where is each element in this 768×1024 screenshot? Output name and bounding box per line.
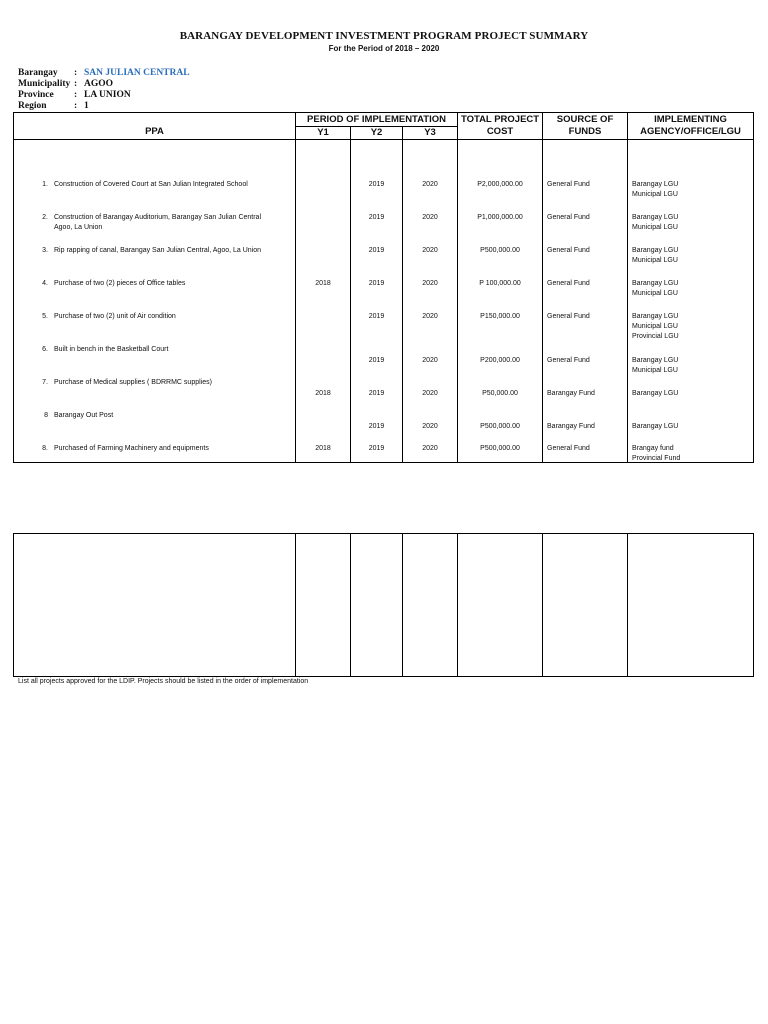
y2-value: 2019 [368,357,385,364]
y2-value: 2019 [368,390,385,397]
municipality-row: Municipality : AGOO [18,79,114,89]
ppa-item: 5. Purchase of two (2) unit of Air condition [42,313,176,320]
y3-header: Y3 [403,127,458,140]
blank-cell [351,534,403,677]
barangay-value: SAN JULIAN CENTRAL [84,68,190,78]
source-value: Barangay Fund [547,423,595,430]
province-row: Province : LA UNION [18,90,131,100]
barangay-row: Barangay : SAN JULIAN CENTRAL [18,68,190,78]
y2-value: 2019 [368,280,385,287]
ppa-item: 3. Rip rapping of canal, Barangay San Julian Central, Agoo, La Union [42,247,262,254]
cost-value: P1,000,000.00 [477,214,523,221]
barangay-label: Barangay [18,68,58,78]
blank-cell [403,534,458,677]
ppa-item: 1. Construction of Covered Court at San Julian Integrated School [42,181,248,188]
y2-value: 2019 [368,445,385,452]
agency-column [628,140,754,463]
cost-value: P 100,000.00 [479,280,521,287]
ppa-item: 8 Barangay Out Post [44,412,114,419]
y2-value: 2019 [368,313,385,320]
blank-cell [14,534,296,677]
blank-cell [543,534,628,677]
cost-value: P200,000.00 [480,357,520,364]
agency-header: IMPLEMENTING AGENCY/OFFICE/LGU [628,113,754,140]
source-value: Barangay Fund [547,390,595,397]
blank-cell [458,534,543,677]
y1-value: 2018 [315,280,331,287]
y3-value: 2020 [422,181,438,188]
y2-value: 2019 [368,423,385,430]
agency-value: Barangay LGU [632,390,679,397]
y2-value: 2019 [368,181,385,188]
y3-value: 2020 [422,280,438,287]
document-title: BARANGAY DEVELOPMENT INVESTMENT PROGRAM PROJECT SUMMARY [179,30,589,42]
project-summary-table [13,112,754,463]
y3-value: 2020 [422,445,438,452]
y3-value: 2020 [422,423,438,430]
source-value: General Fund [547,214,590,221]
y3-value: 2020 [422,313,438,320]
cost-header: TOTAL PROJECT COST [458,113,543,140]
location-info [18,68,190,112]
y1-column [296,140,351,463]
municipality-value: AGOO [84,79,114,89]
y1-value: 2018 [315,390,331,397]
footnote: List all projects approved for the LDIP. Projects should be listed in the order of implementation [18,678,309,685]
source-value: General Fund [547,445,590,452]
cost-value: P500,000.00 [480,445,520,452]
y2-value: 2019 [368,214,385,221]
period-header: PERIOD OF IMPLEMENTATION [296,113,458,127]
agency-value: Brangay fund Provincial Fund [632,445,681,462]
y2-header: Y2 [351,127,403,140]
ppa-column [14,140,296,463]
cost-value: P500,000.00 [480,423,520,430]
blank-cell [296,534,351,677]
source-column [543,140,628,463]
ppa-item: 7. Purchase of Medical supplies ( BDRRMC supplies) [42,379,212,386]
blank-cell [628,534,754,677]
agency-value: Barangay LGU Municipal LGU [632,214,679,231]
region-label: Region [18,101,47,111]
cost-column [458,140,543,463]
source-header: SOURCE OF FUNDS [543,113,628,140]
y1-header: Y1 [296,127,351,140]
ppa-item: 8. Purchased of Farming Machinery and equipments [42,445,209,452]
cost-value: P2,000,000.00 [477,181,523,188]
region-value: 1 [84,101,89,111]
source-value: General Fund [547,313,590,320]
province-label: Province [18,90,54,100]
agency-value: Barangay LGU Municipal LGU [632,280,679,297]
y3-column [403,140,458,463]
document-subtitle: For the Period of 2018 – 2020 [328,44,440,53]
y3-value: 2020 [422,214,438,221]
ppa-item: 4. Purchase of two (2) pieces of Office tables [42,280,186,287]
y2-column [351,140,403,463]
source-value: General Fund [547,357,590,364]
blank-continuation-table [13,533,754,677]
province-value: LA UNION [84,90,131,100]
source-value: General Fund [547,280,590,287]
y3-value: 2020 [422,247,438,254]
ppa-header: PPA [14,113,296,140]
y1-value: 2018 [315,445,331,452]
ppa-item: 6. Built in bench in the Basketball Court [42,346,169,353]
source-value: General Fund [547,181,590,188]
agency-value: Barangay LGU Municipal LGU [632,357,679,374]
agency-value: Barangay LGU [632,423,679,430]
cost-value: P50,000.00 [482,390,518,397]
y3-value: 2020 [422,390,438,397]
cost-value: P500,000.00 [480,247,520,254]
y3-value: 2020 [422,357,438,364]
source-value: General Fund [547,247,590,254]
municipality-label: Municipality [18,79,71,89]
cost-value: P150,000.00 [480,313,520,320]
region-row: Region : 1 [18,101,89,111]
y2-value: 2019 [368,247,385,254]
ppa-item: 2. Construction of Barangay Auditorium, Barangay San Julian Central Agoo, La Union [42,214,262,231]
agency-value: Barangay LGU Municipal LGU Provincial LGU [632,313,679,340]
agency-value: Barangay LGU Municipal LGU [632,181,679,198]
agency-value: Barangay LGU Municipal LGU [632,247,679,264]
